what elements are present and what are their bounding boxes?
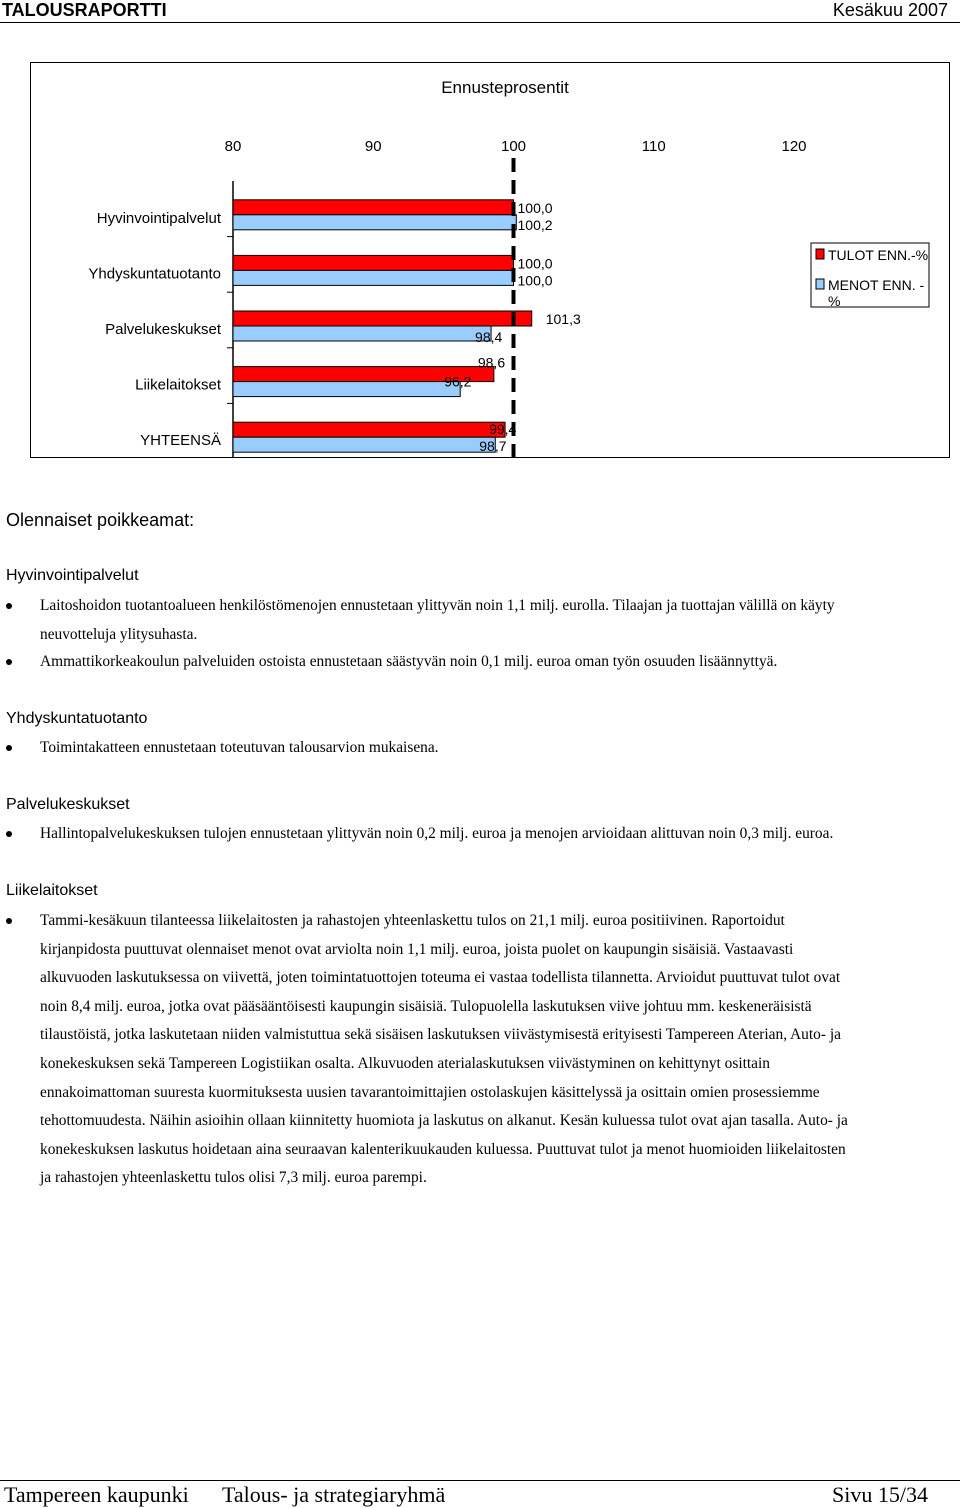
- bar-menot: [233, 382, 460, 397]
- header-divider: [0, 22, 960, 23]
- report-title: TALOUSRAPORTTI: [2, 0, 167, 20]
- legend-label-tulot: TULOT ENN.-%: [828, 247, 929, 263]
- bullet-icon: [6, 831, 12, 837]
- bullet-icon: [6, 745, 12, 751]
- bar-menot: [233, 437, 495, 452]
- x-tick-label: 120: [781, 138, 807, 155]
- legend-label-menot: %: [828, 293, 841, 309]
- bullet-text: Tammi-kesäkuun tilanteessa liikelaitosten ja rahastojen yhteenlaskettu tulos on 21,1 milj. euroa positiivinen. Raportoidut kirjanpidosta puuttuvat olennaiset menot ovat arviolta noin 1,1 milj. euroa, joista puolet on kaupungin sisäisiä. Vastaavasti alkuvuoden laskutuksessa on viivettä, joten toimintatuottojen toteuma ei vastaa todellista tilannetta. Arvioidut puuttuvat tulot ovat noin 8,4 milj. euroa, jotka ovat pääsääntöisesti kaupungin sisäisiä. Tulopuolella laskutuksen viive johtuu mm. keskeneräisistä tilaustöistä, jotka laskutetaan niiden valmistuttua sekä sisäisen laskutuksen viivästymisestä erityisesti Tampereen Aterian, Auto- ja konekeskuksen sekä Tampereen Logistiikan osalta. Alkuvuoden aterialaskutuksen viivästyminen on kehittynyt osittain ennakoimattoman suuresta kuormituksesta uusien tavarantoimittajien ostolaskujen käsittelyssä ja osittain omien prosessiemme tehottomuudesta. Näihin asioihin ollaan kiinnitetty huomiota ja laskutus on alkanut. Kesän kuluessa tulot ovat ajan tasalla. Auto- ja konekeskuksen laskutus hoidetaan aina seuraavan kalenterikuukauden kuluessa. Puuttuvat tulot ja menot huomioiden liikelaitosten ja rahastojen yhteenlaskettu tulos olisi 7,3 milj. euroa parempi.: [40, 912, 848, 1187]
- bullet-text: Hallintopalvelukeskuksen tulojen ennustetaan ylittyvän noin 0,2 milj. euroa ja menojen arvioidaan alittuvan noin 0,3 milj. euroa.: [40, 825, 834, 842]
- section-title: Olennaiset poikkeamat:: [6, 510, 195, 530]
- footer-page: Sivu 15/34: [832, 1482, 928, 1507]
- chart-title: Ennusteprosentit: [441, 78, 569, 97]
- data-label-menot: 100,0: [517, 272, 553, 289]
- data-label-tulot: 100,0: [517, 255, 553, 272]
- bar-menot: [233, 326, 491, 341]
- data-label-tulot: 99,4: [489, 421, 517, 438]
- bar-menot: [233, 270, 514, 285]
- data-label-tulot: 101,3: [545, 311, 581, 327]
- legend-swatch-menot: [816, 279, 824, 289]
- report-date: Kesäkuu 2007: [832, 0, 948, 20]
- bar-tulot: [233, 422, 505, 437]
- heading-yhdyskuntatuotanto: Yhdyskuntatuotanto: [6, 710, 148, 727]
- bar-tulot: [233, 255, 514, 270]
- footer-divider: [0, 1480, 960, 1481]
- x-tick-label: 90: [364, 138, 382, 155]
- x-tick-label: 110: [641, 138, 666, 155]
- bar-tulot: [233, 311, 532, 326]
- bullet-text: Ammattikorkeakoulun palveluiden ostoista ennustetaan säästyvän noin 0,1 milj. euroa oman työn osuuden lisäännyttyä.: [40, 653, 778, 670]
- legend-label-menot: MENOT ENN. -: [828, 277, 925, 293]
- bullet-icon: [6, 918, 12, 924]
- bullet-text: Toimintakatteen ennustetaan toteutuvan talousarvion mukaisena.: [40, 739, 439, 756]
- forecast-chart: [31, 63, 949, 457]
- chart-frame: [30, 62, 950, 458]
- footer-org: Tampereen kaupunki: [4, 1482, 189, 1507]
- legend-swatch-tulot: [816, 249, 824, 259]
- data-label-menot: 100,2: [517, 216, 553, 233]
- category-label: Liikelaitokset: [135, 376, 221, 394]
- heading-palvelukeskukset: Palvelukeskukset: [6, 796, 130, 813]
- heading-liikelaitokset: Liikelaitokset: [6, 882, 98, 899]
- page-header: [0, 0, 960, 22]
- data-label-menot: 98,4: [475, 329, 503, 345]
- data-label-menot: 98,7: [479, 438, 507, 455]
- data-label-tulot: 98,6: [477, 354, 506, 371]
- bullet-text: Laitoshoidon tuotantoalueen henkilöstömenojen ennustetaan ylittyvän noin 1,1 milj. eurolla. Tilaajan ja tuottajan välillä on käyty neuvotteluja ylitysuhasta.: [40, 597, 835, 643]
- x-tick-label: 80: [224, 138, 242, 155]
- bullet-icon: [6, 603, 12, 609]
- data-label-tulot: 100,0: [517, 199, 553, 216]
- footer-unit: Talous- ja strategiaryhmä: [222, 1482, 446, 1507]
- heading-hyvinvointipalvelut: Hyvinvointipalvelut: [6, 567, 139, 584]
- category-label: Palvelukeskukset: [105, 321, 221, 338]
- bullet-icon: [6, 659, 12, 665]
- category-label: Yhdyskuntatuotanto: [88, 265, 221, 283]
- category-label: YHTEENSÄ: [140, 432, 221, 450]
- category-label: Hyvinvointipalvelut: [96, 209, 221, 227]
- x-tick-label: 100: [500, 138, 527, 155]
- data-label-menot: 96,2: [444, 373, 472, 390]
- bar-tulot: [233, 200, 514, 215]
- bar-menot: [233, 215, 516, 230]
